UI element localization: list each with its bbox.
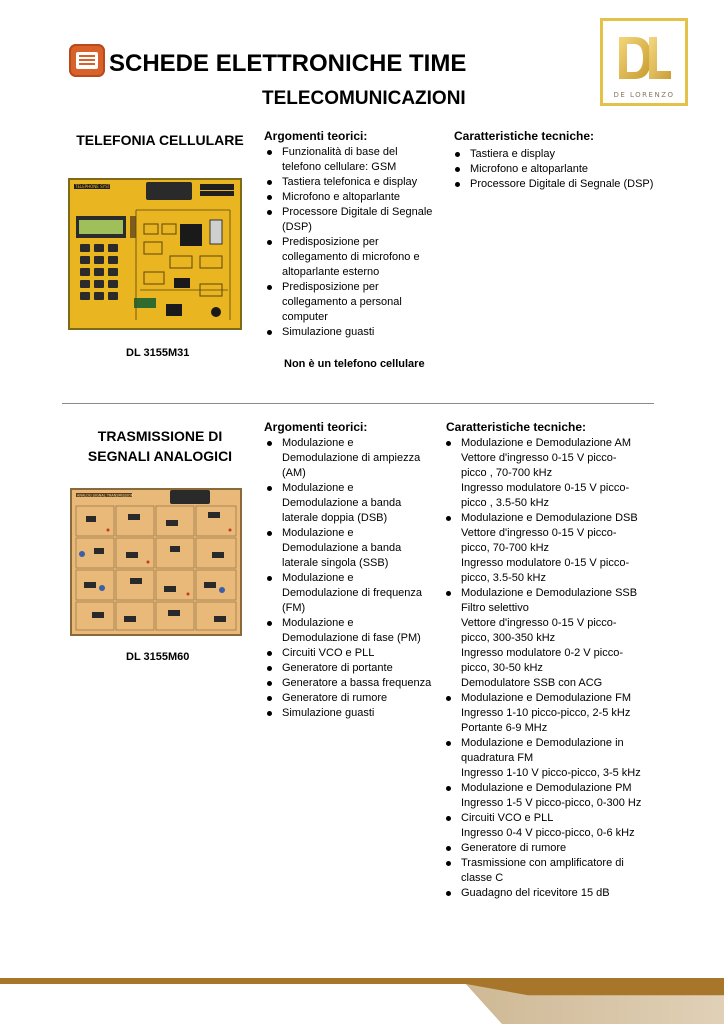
list-item: Modulazione e Demodulazione in quadratura FM Ingresso 1-10 V picco-picco, 3-5 kHz	[443, 736, 668, 781]
telephone-system-board-image	[68, 178, 242, 330]
theory-list	[264, 145, 439, 340]
list-item: Predisposizione per collegamento di microfono e altoparlante esterno	[264, 235, 439, 280]
list-item: Modulazione e Demodulazione FM Ingresso 1-10 picco-picco, 2-5 kHz Portante 6-9 MHz	[443, 691, 668, 736]
list-item: Modulazione e Demodulazione di fase (PM)	[264, 616, 439, 646]
list-item: Microfono e altoparlante	[264, 190, 439, 205]
list-item: Processore Digitale di Segnale (DSP)	[264, 205, 439, 235]
theory-list	[264, 436, 439, 721]
section-title-trasmissione: TRASMISSIONE DI SEGNALI ANALOGICI	[87, 428, 233, 464]
theory-heading: Argomenti teorici:	[264, 129, 368, 143]
footer-bar	[0, 978, 724, 984]
list-item: Simulazione guasti	[264, 706, 439, 721]
list-item: Generatore di portante	[264, 661, 439, 676]
list-item: Modulazione e Demodulazione SSB Filtro selettivo Vettore d'ingresso 0-15 V picco- picco, 300-350 kHz Ingresso modulatore 0-2 V picco- picco, 30-50 kHz Demodulatore SSB con ACG	[443, 586, 668, 691]
list-item: Guadagno del ricevitore 15 dB	[443, 886, 668, 901]
theory-heading: Argomenti teorici:	[264, 420, 368, 434]
list-item: Generatore di rumore	[264, 691, 439, 706]
list-item: Modulazione e Demodulazione a banda laterale singola (SSB)	[264, 526, 439, 571]
analog-transmission-board-image	[70, 488, 242, 636]
logo-mark-icon	[615, 33, 675, 83]
logo-text: DE LORENZO	[613, 91, 675, 99]
list-item: Modulazione e Demodulazione a banda laterale doppia (DSB)	[264, 481, 439, 526]
de-lorenzo-logo	[600, 18, 688, 106]
list-item: Modulazione e Demodulazione PM Ingresso 1-5 V picco-picco, 0-300 Hz	[443, 781, 668, 811]
tech-heading: Caratteristiche tecniche:	[446, 420, 587, 434]
model-code: DL 3155M31	[126, 347, 190, 359]
list-item: Modulazione e Demodulazione di frequenza (FM)	[264, 571, 439, 616]
section-divider	[62, 403, 654, 404]
list-item: Generatore di rumore	[443, 841, 668, 856]
list-item: Modulazione e Demodulazione DSB Vettore d'ingresso 0-15 V picco- picco, 70-700 kHz Ingresso modulatore 0-15 V picco- picco, 3.5-50 kHz	[443, 511, 668, 586]
list-item: Modulazione e Demodulazione di ampiezza (AM)	[264, 436, 439, 481]
film-folder-icon	[69, 44, 105, 77]
tech-heading: Caratteristiche tecniche:	[454, 129, 595, 143]
list-item: Simulazione guasti	[264, 325, 439, 340]
list-item: Microfono e altoparlante	[452, 162, 667, 177]
list-item: Generatore a bassa frequenza	[264, 676, 439, 691]
list-item: Circuiti VCO e PLL	[264, 646, 439, 661]
list-item: Processore Digitale di Segnale (DSP)	[452, 177, 667, 192]
model-code: DL 3155M60	[126, 651, 190, 663]
section-title-telefonia: TELEFONIA CELLULARE	[76, 132, 244, 148]
list-item: Modulazione e Demodulazione AM Vettore d'ingresso 0-15 V picco- picco , 70-700 kHz Ingresso modulatore 0-15 V picco- picco , 3.5-50 kHz	[443, 436, 668, 511]
page-title: SCHEDE ELETTRONICHE TIME	[109, 50, 467, 77]
tech-list	[452, 147, 667, 192]
list-item: Predisposizione per collegamento a personal computer	[264, 280, 439, 325]
list-item: Tastiera telefonica e display	[264, 175, 439, 190]
list-item: Circuiti VCO e PLL Ingresso 0-4 V picco-picco, 0-6 kHz	[443, 811, 668, 841]
board-label: ANALOG SIGNAL TRANSMISSION	[77, 493, 134, 498]
tech-list	[443, 436, 668, 901]
board-label: TELEPHONE SYSTEM	[75, 184, 117, 189]
list-item: Tastiera e display	[452, 147, 667, 162]
page-subtitle: TELECOMUNICAZIONI	[262, 88, 466, 109]
list-item: Funzionalità di base del telefono cellulare: GSM	[264, 145, 439, 175]
list-item: Trasmissione con amplificatore di classe C	[443, 856, 668, 886]
disclaimer-note: Non è un telefono cellulare	[284, 358, 425, 370]
